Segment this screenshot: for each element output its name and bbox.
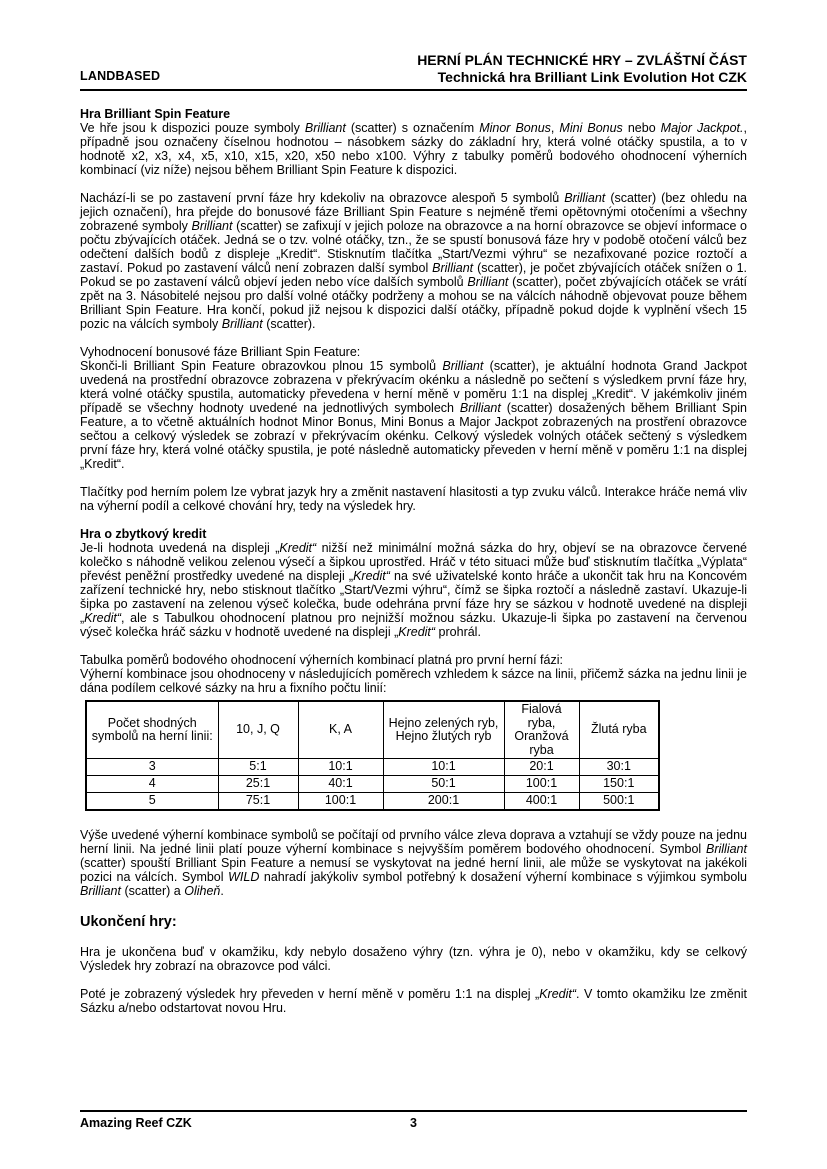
paytable-row	[86, 776, 659, 793]
paytable-header-cell: K, A	[298, 701, 383, 759]
paytable-cell: 500:1	[579, 793, 659, 811]
paytable-header-cell: Hejno zelených ryb, Hejno žlutých ryb	[383, 701, 504, 759]
paragraph-game-end-1: Hra je ukončena buď v okamžiku, kdy nebylo dosaženo výhry (tzn. výhra je 0), nebo v okamžiku, kdy se celkový Výsledek hry zobrazí na obrazovce pod válci.	[80, 945, 747, 973]
paytable-cell: 150:1	[579, 776, 659, 793]
paytable-header-cell: Počet shodných symbolů na herní linii:	[86, 701, 218, 759]
section-title-brilliant-spin-feature: Hra Brilliant Spin Feature	[80, 107, 231, 121]
paytable-cell: 30:1	[579, 759, 659, 776]
paragraph-evaluation: Skonči-li Brilliant Spin Feature obrazovkou plnou 15 symbolů Brilliant (scatter), je aktuální hodnota Grand Jackpot uvedená na prostřední obrazovce zobrazena v překrývacím okénku a následně po sečtení s výsledkem první fáze hry, která volné otáčky spustila, automaticky převedena v herní měně v poměru 1:1 na displej „Kredit“. V jakémkoliv jiném případě se všechny hodnoty uvedené na jednotlivých symbolech Brilliant (scatter) dosažených během Brilliant Spin Feature, a to včetně aktuálních hodnot Minor Bonus, Mini Bonus a Major Jackpot zobrazených na prostření obrazovce sečtou a celkový výsledek se zobrazí v překrývacím okénku. Celkový výsledek volných otáček sečtený s výsledkem první fáze hry, která volné otáčky spustila, je poté následně automaticky převeden v herní měně v poměru 1:1 na displej „Kredit“.	[80, 359, 747, 471]
header-title-line1: HERNÍ PLÁN TECHNICKÉ HRY – ZVLÁŠTNÍ ČÁST	[417, 52, 747, 68]
paytable-cell: 3	[86, 759, 218, 776]
paytable-cell: 4	[86, 776, 218, 793]
paytable-intro-line1: Tabulka poměrů bodového ohodnocení výherních kombinací platná pro první herní fázi:	[80, 653, 563, 667]
footer-page-number: 3	[410, 1116, 417, 1130]
paragraph-after-table: Výše uvedené výherní kombinace symbolů se počítají od prvního válce zleva doprava a vztahují se vždy pouze na jednu herní linii. Na jedné linii platí pouze výherní kombinace s nejvyšším poměrem bodového ohodnocení. Symbol Brilliant (scatter) spouští Brilliant Spin Feature a nemusí se vyskytovat na jedné herní linii, ale může se vyskytovat na jakékoli pozici na válcích. Symbol WILD nahradí jakýkoliv symbol potřebný k dosažení výherní kombinace s výjimkou symbolu Brilliant (scatter) a Oliheň.	[80, 828, 747, 898]
paytable	[85, 700, 660, 811]
paytable-body	[86, 759, 659, 811]
paytable-cell: 75:1	[218, 793, 298, 811]
paytable-header-row	[86, 701, 659, 759]
paytable-header-cell: Fialová ryba, Oranžová ryba	[504, 701, 579, 759]
footer-row	[80, 1112, 747, 1130]
paragraph-spin-feature-2: Nachází-li se po zastavení první fáze hry kdekoliv na obrazovce alespoň 5 symbolů Brilliant (scatter) (bez ohledu na jejich označení), hra přejde do bonusové fáze Brilliant Spin Feature s nejméně třemi opětovnými otočeními a všechny zobrazené symboly Brilliant (scatter) se zafixují v jejich poloze na obrazovce a na horní obrazovce se objeví informace o počtu zbývajících otáček. Jedná se o tzv. volné otáčky, tzn., že se spustí bonusová fáze hry v podobě otočení válců bez odečtení dalších bodů z displeje „Kredit“. Stisknutím tlačítka „Start/Vezmi výhru“ se nezafixované pozice roztočí a zastaví. Pokud po zastavení válců není zobrazen další symbol Brilliant (scatter), je počet zbývajících otáček snížen o 1. Pokud se po zastavení válců objeví jeden nebo více dalších symbolů Brilliant (scatter), počet zbývajících otáček se vrátí zpět na 3. Násobitelé nejsou pro další volné otáčky podrženy a mohou se na válcích náhodně objevovat pouze během Brilliant Spin Feature. Hra končí, pokud již nejsou k dispozici další otáčky, případně pokud dojde k vyplnění všech 15 pozic na válcích symboly Brilliant (scatter).	[80, 191, 748, 331]
header-title	[417, 52, 747, 85]
paytable-row	[86, 759, 659, 776]
page-footer	[80, 1110, 747, 1130]
header-rule	[80, 89, 747, 91]
paytable-cell: 50:1	[383, 776, 504, 793]
paytable-cell: 5:1	[218, 759, 298, 776]
paytable-cell: 25:1	[218, 776, 298, 793]
footer-doc-name: Amazing Reef CZK	[80, 1116, 192, 1130]
paragraph-residual-credit: Je-li hodnota uvedená na displeji „Kredit“ nižší než minimální možná sázka do hry, objeví se na obrazovce červené kolečko s náhodně velikou zelenou výsečí a šipkou uprostřed. Hráč v této situaci může buď stisknutím tlačítka „Výplata“ převést peněžní prostředky uvedené na displeji „Kredit“ na své uživatelské konto hráče a ukončit tak hru na Koncovém zařízení technické hry, nebo stisknout tlačítko „Start/Vezmi výhru“, čímž se šipka roztočí a následně zastaví. Ukazuje-li šipka po zastavení na zelenou výseč kolečka, bude odehrána první fáze hry se sázkou v hodnotě uvedené na displeji „Kredit“, ale s Tabulkou ohodnocení platnou pro nejnižší možnou sázku. Ukazuje-li šipka po zastavení na červenou výseč kolečka hráč sázku v hodnotě uvedené na displeji „Kredit“ prohrál.	[80, 541, 747, 639]
paytable-cell: 10:1	[298, 759, 383, 776]
paytable-cell: 20:1	[504, 759, 579, 776]
paytable-header-cell: Žlutá ryba	[579, 701, 659, 759]
paytable-cell: 200:1	[383, 793, 504, 811]
paytable-cell: 100:1	[504, 776, 579, 793]
landbased-label: LANDBASED	[80, 69, 161, 83]
page-header	[80, 52, 747, 85]
paytable-cell: 100:1	[298, 793, 383, 811]
paytable-row	[86, 793, 659, 811]
paytable-cell: 10:1	[383, 759, 504, 776]
paragraph-game-end-2: Poté je zobrazený výsledek hry převeden v herní měně v poměru 1:1 na displej „Kredit“. V tomto okamžiku lze změnit Sázku a/nebo odstartovat novou Hru.	[80, 987, 747, 1015]
paytable-cell: 5	[86, 793, 218, 811]
header-title-line2: Technická hra Brilliant Link Evolution Hot CZK	[437, 68, 747, 85]
paytable-cell: 40:1	[298, 776, 383, 793]
paytable-cell: 400:1	[504, 793, 579, 811]
paytable-header-cell: 10, J, Q	[218, 701, 298, 759]
paragraph-buttons-info: Tlačítky pod herním polem lze vybrat jazyk hry a změnit nastavení hlasitosti a typ zvuku válců. Interakce hráče nemá vliv na výherní podíl a celkové chování hry, tedy na výsledek hry.	[80, 485, 747, 513]
evaluation-label: Vyhodnocení bonusové fáze Brilliant Spin Feature:	[80, 345, 361, 359]
paytable-intro-line2: Výherní kombinace jsou ohodnoceny v následujících poměrech vzhledem k sázce na linii, přičemž sázka na jednu linii je dána podílem celkové sázky na hru a fixního počtu linií:	[80, 667, 747, 695]
heading-game-end: Ukončení hry:	[80, 914, 177, 930]
paragraph-spin-feature-1: Ve hře jsou k dispozici pouze symboly Brilliant (scatter) s označením Minor Bonus, Mini Bonus nebo Major Jackpot., případně jsou označeny číselnou hodnotou – násobkem sázky do základní hry, která volné otáčky spustila, a to v hodnotě x2, x3, x4, x5, x10, x15, x20, x50 nebo x100. Výhry z tabulky poměrů bodového ohodnocení výherních kombinací (viz níže) nejsou během Brilliant Spin Feature k dispozici.	[80, 121, 747, 177]
section-title-residual-credit: Hra o zbytkový kredit	[80, 527, 207, 541]
